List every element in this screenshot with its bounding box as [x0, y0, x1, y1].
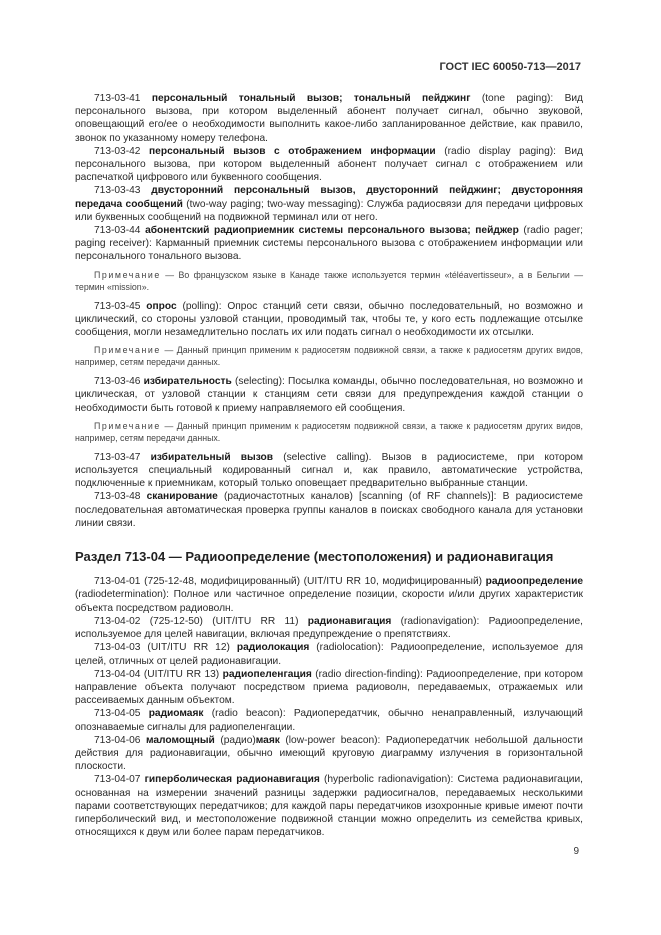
term-entry: 713-04-05 радиомаяк (radio beacon): Радиопередатчик, обычно ненаправленный, излучающий опознаваемые сигналы для радиопеленгации.: [75, 708, 583, 733]
section-title: Раздел 713-04 — Радиоопределение (местоположения) и радионавигация: [75, 549, 554, 565]
note-label: Примечание: [94, 269, 161, 280]
term-entry: 713-03-42 персональный вызов с отображением информации (radio display paging): Вид персонального вызова, при котором выделенный абонент получает сигнал с отображением или распечаткой цифрового или буквенного сообщения.: [75, 145, 583, 184]
term-entry: 713-03-44 абонентский радиоприемник системы персонального вызова; пейджер (radio pager; paging receiver): Карманный приемник системы персонального вызова с отображением информации или персонального тонального вызова.: [75, 225, 583, 263]
term-entry: 713-04-01 (725-12-48, модифицированный) (UIT/ITU RR 10, модифицированный) радиоопределение (radiodetermination): Полное или частичное определение позиции, скорости и/или других характеристик объекта посредством радиоволн.: [75, 576, 583, 614]
page-number: 9: [573, 846, 579, 857]
term-entry: 713-03-47 избирательный вызов (selective calling). Вызов в радиосистеме, при котором используется специальный кодированный сигнал и, как правило, автоматические устройства, подключенные к приемникам, который только оповещает предварительно выбранные станции.: [75, 451, 583, 490]
note: Примечание — Во французском языке в Канаде также используется термин «téléavertisseur», а в Бельгии — термин «mission».: [75, 269, 583, 292]
term-entry: 713-03-48 сканирование (радиочастотных каналов) [scanning (of RF channels)]: В радиосистеме последовательная автоматическая проверка группы каналов в поисках свободного канала для установки линии связи.: [75, 491, 583, 529]
note-label: Примечание: [94, 345, 161, 356]
term-entry: 713-04-02 (725-12-50) (UIT/ITU RR 11) радионавигация (radionavigation): Радиоопределение, используемое для целей навигации, включая предупреждение о препятствиях.: [75, 615, 583, 641]
term-entry: 713-03-41 персональный тональный вызов; тональный пейджинг (tone paging): Вид персонального вызова, при котором выделенный абонент получает сигнал, обычно звуковой, оповещающий его/ее о необходимости выполнить какое-либо запланированное действие, как правило, звонок по указанному номеру телефона.: [75, 93, 583, 144]
term-entry: 713-04-03 (UIT/ITU RR 12) радиолокация (radiolocation): Радиоопределение, используемое для целей, отличных от целей радионавигации.: [75, 642, 583, 667]
note: Примечание — Данный принцип применим к радиосетям подвижной связи, а также к радиосетям других видов, например, сетям передачи данных.: [75, 345, 583, 368]
document-header: ГОСТ IEC 60050-713—2017: [439, 61, 581, 73]
term-entry: 713-04-06 маломощный (радио)маяк (low-power beacon): Радиопередатчик небольшой дальности действия для радионавигации, обычно имеющий круговую диаграмму излучения в горизонтальной плоскости.: [75, 734, 583, 773]
term-entry: 713-04-04 (UIT/ITU RR 13) радиопеленгация (radio direction-finding): Радиоопределение, при котором направление объекта получают посредством приема радиоволн, передаваемых, отражаемых или рассеиваемых данным объектом.: [75, 668, 583, 707]
note: Примечание — Данный принцип применим к радиосетям подвижной связи, а также к радиосетям других видов, например, сетям передачи данных.: [75, 420, 583, 443]
term-entry: 713-03-46 избирательность (selecting): Посылка команды, обычно последовательная, но возможно и циклическая, от узловой станции к станциям сети связи для предупреждения каждой станции о необходимости быть готовой к приему направляемого ей сообщения.: [75, 376, 583, 414]
document-body: [75, 92, 583, 839]
term-entry: 713-03-43 двусторонний персональный вызов, двусторонний пейджинг; двусторонняя передача сообщений (two-way paging; two-way messaging): Служба радиосвязи для передачи цифровых или буквенных сообщений на подвижной терминал или от него.: [75, 185, 583, 223]
term-entry: 713-03-45 опрос (polling): Опрос станций сети связи, обычно последовательный, но возможно и циклический, со стороны узловой станции, проводимый так, чтобы те, у кого есть подлежащие отсылке сообщения, могли незамедлительно послать их или подать сигнал о необходимости их отсылки.: [75, 300, 583, 339]
note-label: Примечание: [94, 420, 161, 431]
term-entry: 713-04-07 гиперболическая радионавигация (hyperbolic radionavigation): Система радионавигации, основанная на измерении значений разницы задержки радиосигналов, передаваемых несколькими парами соответствующих передатчиков; для каждой пары передатчиков изохронные кривые имеют почти гиперболический вид, и местоположение подвижной станции можно определить из семейства кривых, относящихся к двум или более парам передатчиков.: [75, 774, 583, 839]
